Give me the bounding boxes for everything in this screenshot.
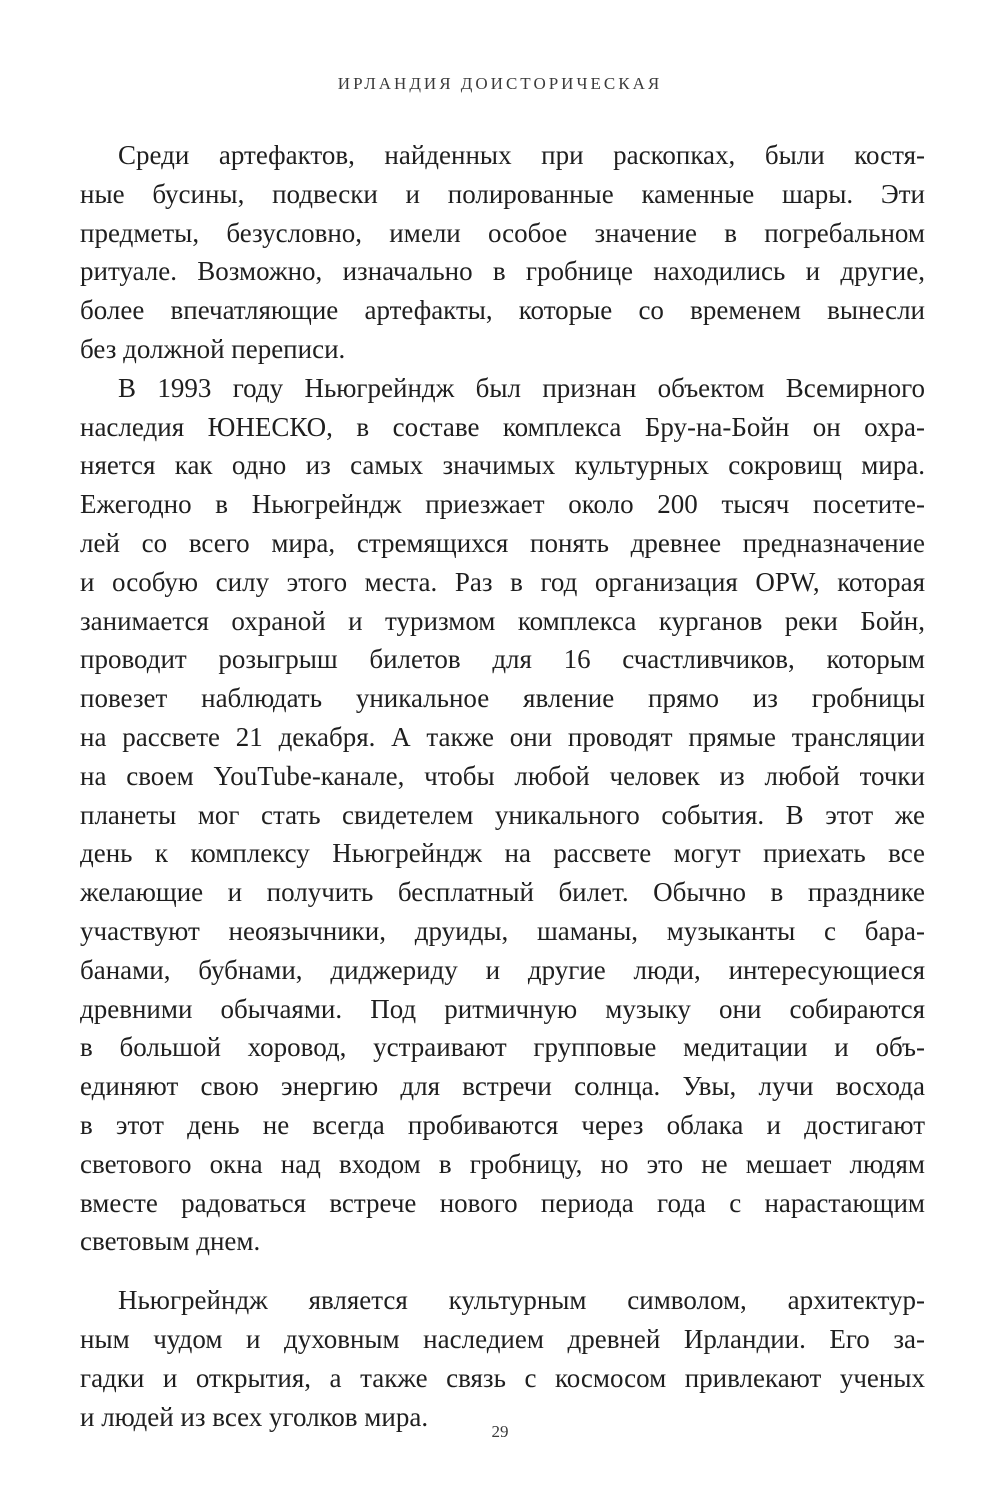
text-line: световым днем. xyxy=(80,1226,261,1257)
text-line: и людей из всех уголков мира. xyxy=(80,1401,429,1432)
page-number: 29 xyxy=(491,1422,509,1441)
body-text xyxy=(80,136,925,1436)
text-line: лей со всего мира, стремящихся понять древнее предназначение xyxy=(80,527,925,558)
text-line: желающие и получить бесплатный билет. Обычно в празднике xyxy=(80,877,925,908)
text-line: ным чудом и духовным наследием древней Ирландии. Его за- xyxy=(80,1323,925,1354)
text-line: в большой хоровод, устраивают групповые медитации и объ- xyxy=(80,1032,925,1063)
text-line: банами, бубнами, диджериду и другие люди, интересующиеся xyxy=(80,954,925,985)
text-line: ритуале. Возможно, изначально в гробнице находились и другие, xyxy=(80,256,925,287)
text-line: планеты мог стать свидетелем уникального события. В этот же xyxy=(80,799,925,830)
text-line: Ежегодно в Ньюгрейндж приезжает около 200 тысяч посетите- xyxy=(80,489,925,520)
text-line: участвуют неоязычники, друиды, шаманы, музыканты с бара- xyxy=(80,915,925,946)
text-line: предметы, безусловно, имели особое значение в погребальном xyxy=(80,217,925,248)
text-line: занимается охраной и туризмом комплекса курганов реки Бойн, xyxy=(80,605,925,636)
text-line: гадки и открытия, а также связь с космосом привлекают ученых xyxy=(80,1362,925,1393)
text-line: Ньюгрейндж является культурным символом, архитектур- xyxy=(118,1285,925,1316)
text-line: вместе радоваться встрече нового периода года с нарастающим xyxy=(80,1187,925,1218)
text-line: более впечатляющие артефакты, которые со временем вынесли xyxy=(80,295,925,326)
text-line: день к комплексу Ньюгрейндж на рассвете могут приехать все xyxy=(80,838,925,869)
text-line: светового окна над входом в гробницу, но это не мешает людям xyxy=(80,1148,925,1179)
text-line: наследия ЮНЕСКО, в составе комплекса Бру-на-Бойн он охра- xyxy=(80,411,925,442)
text-line: В 1993 году Ньюгрейндж был признан объектом Всемирного xyxy=(118,372,925,403)
text-line: древними обычаями. Под ритмичную музыку они собираются xyxy=(80,993,925,1024)
text-line: няется как одно из самых значимых культурных сокровищ мира. xyxy=(80,450,925,481)
text-line: на своем YouTube-канале, чтобы любой человек из любой точки xyxy=(80,760,925,791)
text-line: единяют свою энергию для встречи солнца. Увы, лучи восхода xyxy=(80,1071,925,1102)
text-line: в этот день не всегда пробиваются через облака и достигают xyxy=(80,1109,925,1140)
text-line: на рассвете 21 декабря. А также они проводят прямые трансляции xyxy=(80,721,925,752)
text-line: и особую силу этого места. Раз в год организация OPW, которая xyxy=(80,566,925,597)
text-line: проводит розыгрыш билетов для 16 счастливчиков, которым xyxy=(80,644,925,675)
text-line: повезет наблюдать уникальное явление прямо из гробницы xyxy=(80,683,925,714)
paragraph-spacer xyxy=(80,1261,925,1281)
paragraph-2 xyxy=(80,369,925,1261)
running-header: ИРЛАНДИЯ ДОИСТОРИЧЕСКАЯ xyxy=(337,74,663,93)
text-line: без должной переписи. xyxy=(80,333,346,364)
text-line: Среди артефактов, найденных при раскопках, были костя- xyxy=(118,140,925,170)
text-line: ные бусины, подвески и полированные каменные шары. Эти xyxy=(80,178,925,209)
paragraph-1 xyxy=(80,136,925,369)
paragraph-3 xyxy=(80,1281,925,1436)
